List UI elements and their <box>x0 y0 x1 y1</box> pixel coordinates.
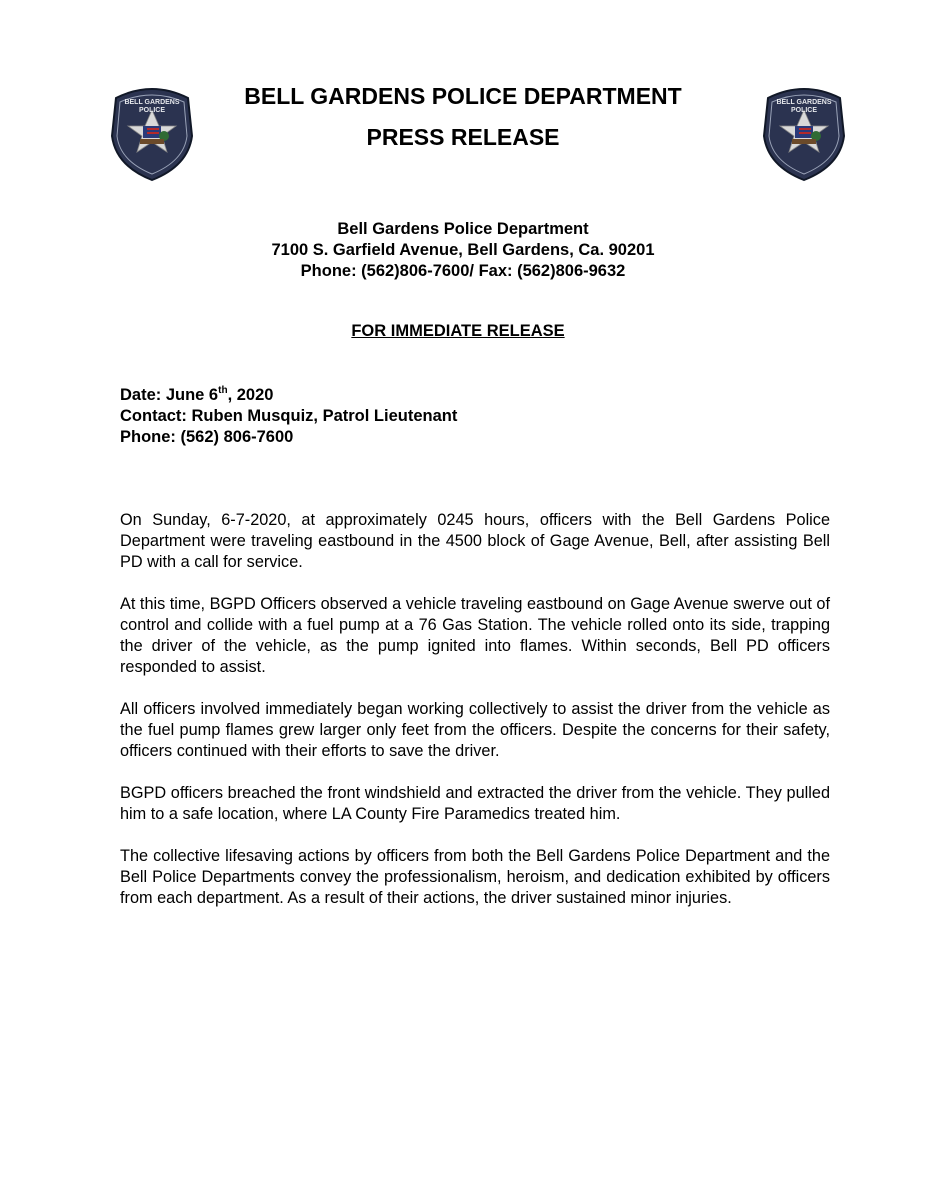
release-label: FOR IMMEDIATE RELEASE <box>351 322 565 340</box>
badge-text-mid: POLICE <box>138 107 166 114</box>
body-paragraph: BGPD officers breached the front windshield and extracted the driver from the vehicle. They pulled him to a safe location, where LA County Fire Paramedics treated him. <box>120 784 830 823</box>
body-paragraph: The collective lifesaving actions by officers from both the Bell Gardens Police Department and the Bell Police Departments convey the professionalism, heroism, and dedication exhibited by officers from each department. As a result of their actions, the driver sustained minor injuries. <box>120 847 830 907</box>
release-date <box>120 385 457 406</box>
department-phone-fax: Phone: (562)806-7600/ Fax: (562)806-9632 <box>300 262 626 280</box>
page-subtitle: PRESS RELEASE <box>366 124 560 150</box>
press-release-body <box>120 510 830 930</box>
release-meta <box>120 385 457 448</box>
release-phone: Phone: (562) 806-7600 <box>120 428 294 446</box>
body-paragraph: On Sunday, 6-7-2020, at approximately 0245 hours, officers with the Bell Gardens Police Department were traveling eastbound in the 4500 block of Gage Avenue, Bell, after assisting Bell PD with a call for service. <box>120 511 830 571</box>
release-contact: Contact: Ruben Musquiz, Patrol Lieutenant <box>120 407 458 425</box>
release-date-suffix: , 2020 <box>227 386 274 404</box>
release-date-prefix: Date: June 6 <box>120 386 219 404</box>
badge-text-top: BELL GARDENS <box>124 99 180 106</box>
body-paragraph: At this time, BGPD Officers observed a vehicle traveling eastbound on Gage Avenue swerve out of control and collide with a fuel pump at a 76 Gas Station. The vehicle rolled onto its side, trapping the driver of the vehicle, as the pump ignited into flames. Within seconds, Bell PD officers responded to assist. <box>120 595 830 676</box>
release-date-sup: th <box>218 384 228 396</box>
badge-text-mid: POLICE <box>790 107 818 114</box>
page-title: BELL GARDENS POLICE DEPARTMENT <box>244 83 682 109</box>
body-paragraph: All officers involved immediately began working collectively to assist the driver from the vehicle as the fuel pump flames grew larger only feet from the officers. Despite the concerns for their safety, officers continued with their efforts to save the driver. <box>120 700 830 760</box>
department-info <box>0 219 926 282</box>
department-name: Bell Gardens Police Department <box>337 220 589 238</box>
badge-text-top: BELL GARDENS <box>776 99 832 106</box>
department-address: 7100 S. Garfield Avenue, Bell Gardens, Ca. 90201 <box>271 241 655 259</box>
